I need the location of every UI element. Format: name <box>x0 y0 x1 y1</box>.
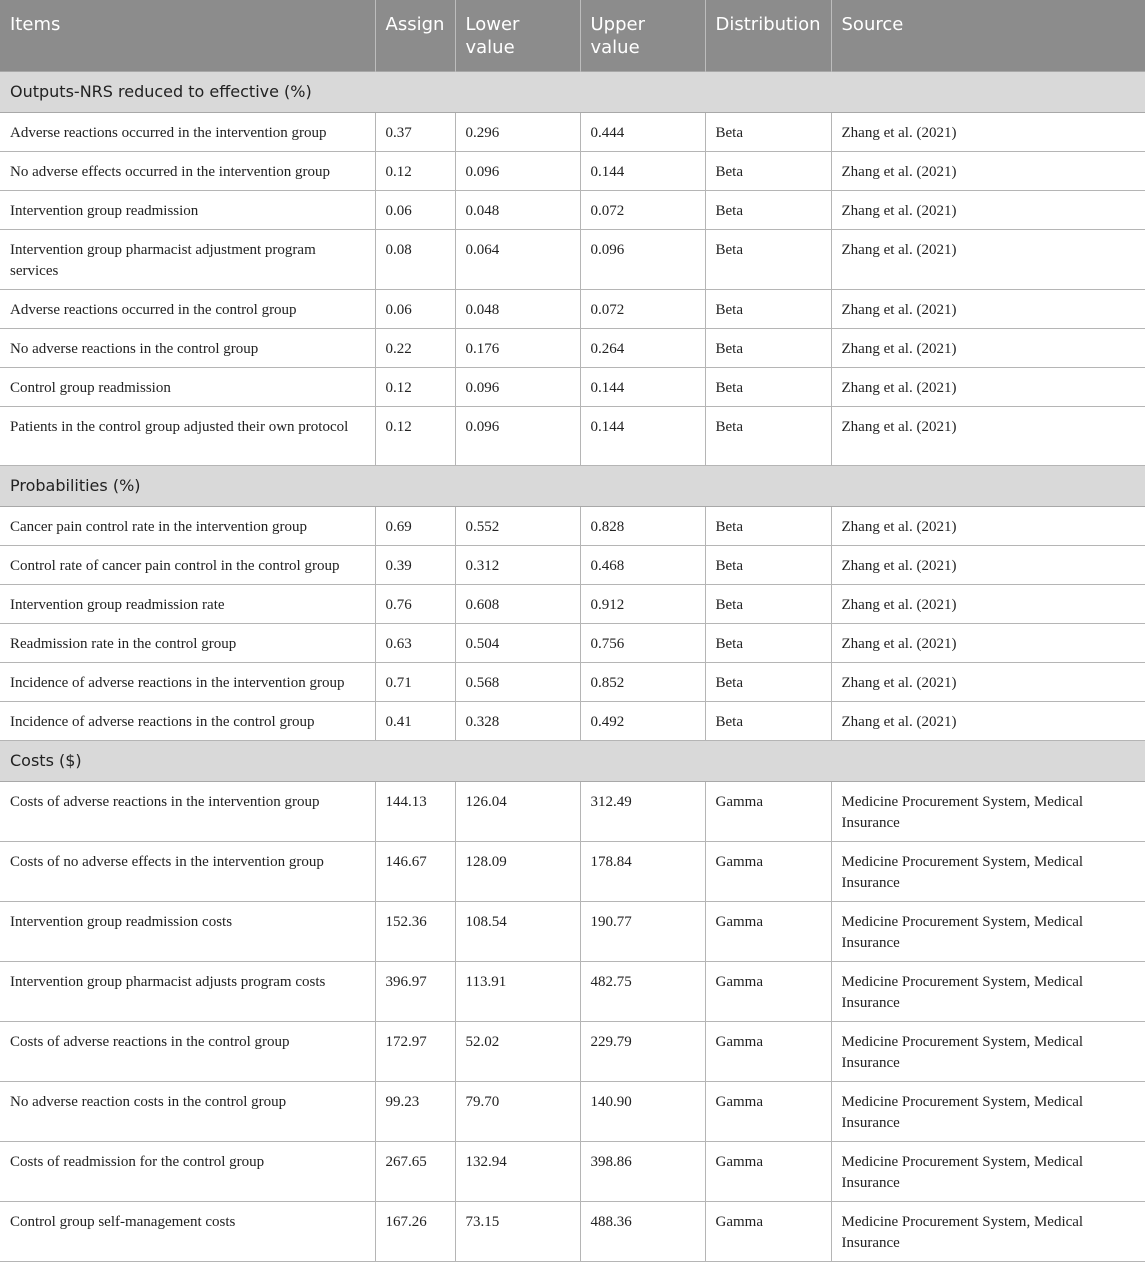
cell-upper-value: 0.756 <box>580 623 705 662</box>
cell-items: Control group self-management costs <box>0 1201 375 1261</box>
cell-lower-value: 0.312 <box>455 545 580 584</box>
table-row <box>0 1201 1145 1261</box>
table-row <box>0 701 1145 740</box>
header-lower-value: Lower value <box>455 0 580 71</box>
cell-assign: 0.06 <box>375 289 455 328</box>
cell-lower-value: 0.504 <box>455 623 580 662</box>
cell-items: Adverse reactions occurred in the intervention group <box>0 112 375 151</box>
cell-items: Intervention group pharmacist adjustment program services <box>0 229 375 289</box>
cell-lower-value: 0.096 <box>455 406 580 465</box>
cell-lower-value: 52.02 <box>455 1021 580 1081</box>
table-row <box>0 841 1145 901</box>
cell-source: Medicine Procurement System, Medical Insurance <box>831 961 1145 1021</box>
cell-source: Zhang et al. (2021) <box>831 289 1145 328</box>
cell-assign: 0.41 <box>375 701 455 740</box>
cell-assign: 99.23 <box>375 1081 455 1141</box>
cell-assign: 144.13 <box>375 781 455 841</box>
cell-assign: 0.12 <box>375 406 455 465</box>
table-header <box>0 0 1145 71</box>
cell-source: Medicine Procurement System, Medical Insurance <box>831 1021 1145 1081</box>
section-title: Costs ($) <box>0 740 1145 781</box>
cell-source: Zhang et al. (2021) <box>831 701 1145 740</box>
cell-items: Control group readmission <box>0 367 375 406</box>
cell-source: Zhang et al. (2021) <box>831 367 1145 406</box>
section-title: Outputs-NRS reduced to effective (%) <box>0 71 1145 112</box>
table-row <box>0 289 1145 328</box>
cell-distribution: Beta <box>705 701 831 740</box>
cell-distribution: Beta <box>705 229 831 289</box>
cell-upper-value: 0.072 <box>580 190 705 229</box>
cell-lower-value: 73.15 <box>455 1201 580 1261</box>
table-row <box>0 406 1145 465</box>
cell-distribution: Gamma <box>705 1021 831 1081</box>
table-row <box>0 506 1145 545</box>
cell-source: Zhang et al. (2021) <box>831 584 1145 623</box>
cell-items: Readmission rate in the control group <box>0 623 375 662</box>
cell-distribution: Beta <box>705 662 831 701</box>
table-row <box>0 1141 1145 1201</box>
cell-items: Patients in the control group adjusted their own protocol <box>0 406 375 465</box>
cell-lower-value: 79.70 <box>455 1081 580 1141</box>
cell-lower-value: 0.048 <box>455 190 580 229</box>
cell-source: Zhang et al. (2021) <box>831 662 1145 701</box>
cell-source: Zhang et al. (2021) <box>831 190 1145 229</box>
cell-upper-value: 0.468 <box>580 545 705 584</box>
cell-lower-value: 0.096 <box>455 367 580 406</box>
cell-items: Incidence of adverse reactions in the control group <box>0 701 375 740</box>
cell-source: Zhang et al. (2021) <box>831 229 1145 289</box>
cell-lower-value: 0.096 <box>455 151 580 190</box>
cell-assign: 146.67 <box>375 841 455 901</box>
cell-lower-value: 126.04 <box>455 781 580 841</box>
cell-items: Adverse reactions occurred in the control group <box>0 289 375 328</box>
section-header-row <box>0 740 1145 781</box>
table-row <box>0 545 1145 584</box>
cell-items: No adverse effects occurred in the intervention group <box>0 151 375 190</box>
header-row <box>0 0 1145 71</box>
cell-distribution: Gamma <box>705 1141 831 1201</box>
cell-assign: 0.71 <box>375 662 455 701</box>
cell-items: Intervention group readmission rate <box>0 584 375 623</box>
cell-source: Zhang et al. (2021) <box>831 328 1145 367</box>
header-distribution: Distribution <box>705 0 831 71</box>
cell-distribution: Beta <box>705 545 831 584</box>
cell-assign: 0.69 <box>375 506 455 545</box>
table-row <box>0 961 1145 1021</box>
table-row <box>0 584 1145 623</box>
section-header-row <box>0 465 1145 506</box>
cell-distribution: Gamma <box>705 961 831 1021</box>
cell-items: Intervention group readmission <box>0 190 375 229</box>
cell-items: Intervention group pharmacist adjusts program costs <box>0 961 375 1021</box>
cell-source: Medicine Procurement System, Medical Insurance <box>831 781 1145 841</box>
cell-upper-value: 0.096 <box>580 229 705 289</box>
cell-assign: 152.36 <box>375 901 455 961</box>
cell-upper-value: 0.264 <box>580 328 705 367</box>
header-upper-value: Upper value <box>580 0 705 71</box>
cell-distribution: Beta <box>705 328 831 367</box>
table-row <box>0 781 1145 841</box>
header-assign: Assign <box>375 0 455 71</box>
cell-assign: 0.63 <box>375 623 455 662</box>
cell-source: Zhang et al. (2021) <box>831 545 1145 584</box>
cell-distribution: Beta <box>705 289 831 328</box>
cell-distribution: Gamma <box>705 1201 831 1261</box>
cell-upper-value: 178.84 <box>580 841 705 901</box>
cell-assign: 0.12 <box>375 151 455 190</box>
cell-items: Cancer pain control rate in the intervention group <box>0 506 375 545</box>
section-header-row <box>0 71 1145 112</box>
cell-upper-value: 0.144 <box>580 151 705 190</box>
cell-upper-value: 0.492 <box>580 701 705 740</box>
cell-upper-value: 488.36 <box>580 1201 705 1261</box>
cell-items: Control rate of cancer pain control in the control group <box>0 545 375 584</box>
cell-distribution: Gamma <box>705 1081 831 1141</box>
cell-distribution: Beta <box>705 584 831 623</box>
cell-lower-value: 113.91 <box>455 961 580 1021</box>
cell-distribution: Gamma <box>705 841 831 901</box>
cell-lower-value: 0.328 <box>455 701 580 740</box>
cell-items: Costs of adverse reactions in the intervention group <box>0 781 375 841</box>
table-body <box>0 71 1145 1261</box>
cell-lower-value: 0.048 <box>455 289 580 328</box>
cell-upper-value: 0.828 <box>580 506 705 545</box>
cell-items: No adverse reaction costs in the control group <box>0 1081 375 1141</box>
cell-upper-value: 482.75 <box>580 961 705 1021</box>
cell-distribution: Beta <box>705 112 831 151</box>
table-row <box>0 1081 1145 1141</box>
cell-distribution: Beta <box>705 190 831 229</box>
cell-source: Medicine Procurement System, Medical Insurance <box>831 1201 1145 1261</box>
cell-source: Zhang et al. (2021) <box>831 506 1145 545</box>
cell-source: Zhang et al. (2021) <box>831 112 1145 151</box>
cell-upper-value: 190.77 <box>580 901 705 961</box>
cell-items: Costs of adverse reactions in the control group <box>0 1021 375 1081</box>
cell-lower-value: 0.552 <box>455 506 580 545</box>
cell-items: No adverse reactions in the control group <box>0 328 375 367</box>
cell-assign: 167.26 <box>375 1201 455 1261</box>
cell-upper-value: 0.852 <box>580 662 705 701</box>
cell-distribution: Gamma <box>705 781 831 841</box>
cell-source: Medicine Procurement System, Medical Insurance <box>831 1081 1145 1141</box>
cell-assign: 0.06 <box>375 190 455 229</box>
cell-upper-value: 140.90 <box>580 1081 705 1141</box>
cell-source: Medicine Procurement System, Medical Insurance <box>831 901 1145 961</box>
table-row <box>0 662 1145 701</box>
cell-items: Costs of readmission for the control group <box>0 1141 375 1201</box>
cell-assign: 0.12 <box>375 367 455 406</box>
cell-distribution: Beta <box>705 623 831 662</box>
cell-source: Zhang et al. (2021) <box>831 406 1145 465</box>
cell-assign: 0.39 <box>375 545 455 584</box>
cell-distribution: Beta <box>705 151 831 190</box>
cell-assign: 172.97 <box>375 1021 455 1081</box>
cell-lower-value: 128.09 <box>455 841 580 901</box>
cell-assign: 396.97 <box>375 961 455 1021</box>
cell-source: Medicine Procurement System, Medical Insurance <box>831 841 1145 901</box>
cell-upper-value: 0.912 <box>580 584 705 623</box>
cell-assign: 0.22 <box>375 328 455 367</box>
table-row <box>0 328 1145 367</box>
cell-upper-value: 0.444 <box>580 112 705 151</box>
cell-upper-value: 0.072 <box>580 289 705 328</box>
cell-items: Incidence of adverse reactions in the intervention group <box>0 662 375 701</box>
header-source: Source <box>831 0 1145 71</box>
cell-upper-value: 0.144 <box>580 367 705 406</box>
table-row <box>0 229 1145 289</box>
cell-lower-value: 0.608 <box>455 584 580 623</box>
table-row <box>0 112 1145 151</box>
table-row <box>0 1021 1145 1081</box>
cell-assign: 0.76 <box>375 584 455 623</box>
cell-lower-value: 0.176 <box>455 328 580 367</box>
cell-distribution: Beta <box>705 367 831 406</box>
cell-lower-value: 0.568 <box>455 662 580 701</box>
cell-lower-value: 108.54 <box>455 901 580 961</box>
cell-lower-value: 0.064 <box>455 229 580 289</box>
cell-upper-value: 229.79 <box>580 1021 705 1081</box>
cell-upper-value: 312.49 <box>580 781 705 841</box>
section-title: Probabilities (%) <box>0 465 1145 506</box>
table-row <box>0 151 1145 190</box>
cell-assign: 0.37 <box>375 112 455 151</box>
cell-distribution: Beta <box>705 406 831 465</box>
cell-distribution: Beta <box>705 506 831 545</box>
cell-upper-value: 398.86 <box>580 1141 705 1201</box>
table-row <box>0 367 1145 406</box>
table-row <box>0 623 1145 662</box>
cell-upper-value: 0.144 <box>580 406 705 465</box>
cell-lower-value: 0.296 <box>455 112 580 151</box>
table-row <box>0 190 1145 229</box>
cell-lower-value: 132.94 <box>455 1141 580 1201</box>
table-row <box>0 901 1145 961</box>
cell-source: Zhang et al. (2021) <box>831 623 1145 662</box>
cell-items: Intervention group readmission costs <box>0 901 375 961</box>
header-items: Items <box>0 0 375 71</box>
cell-source: Medicine Procurement System, Medical Insurance <box>831 1141 1145 1201</box>
cell-source: Zhang et al. (2021) <box>831 151 1145 190</box>
cell-assign: 267.65 <box>375 1141 455 1201</box>
cell-items: Costs of no adverse effects in the intervention group <box>0 841 375 901</box>
cell-assign: 0.08 <box>375 229 455 289</box>
cell-distribution: Gamma <box>705 901 831 961</box>
